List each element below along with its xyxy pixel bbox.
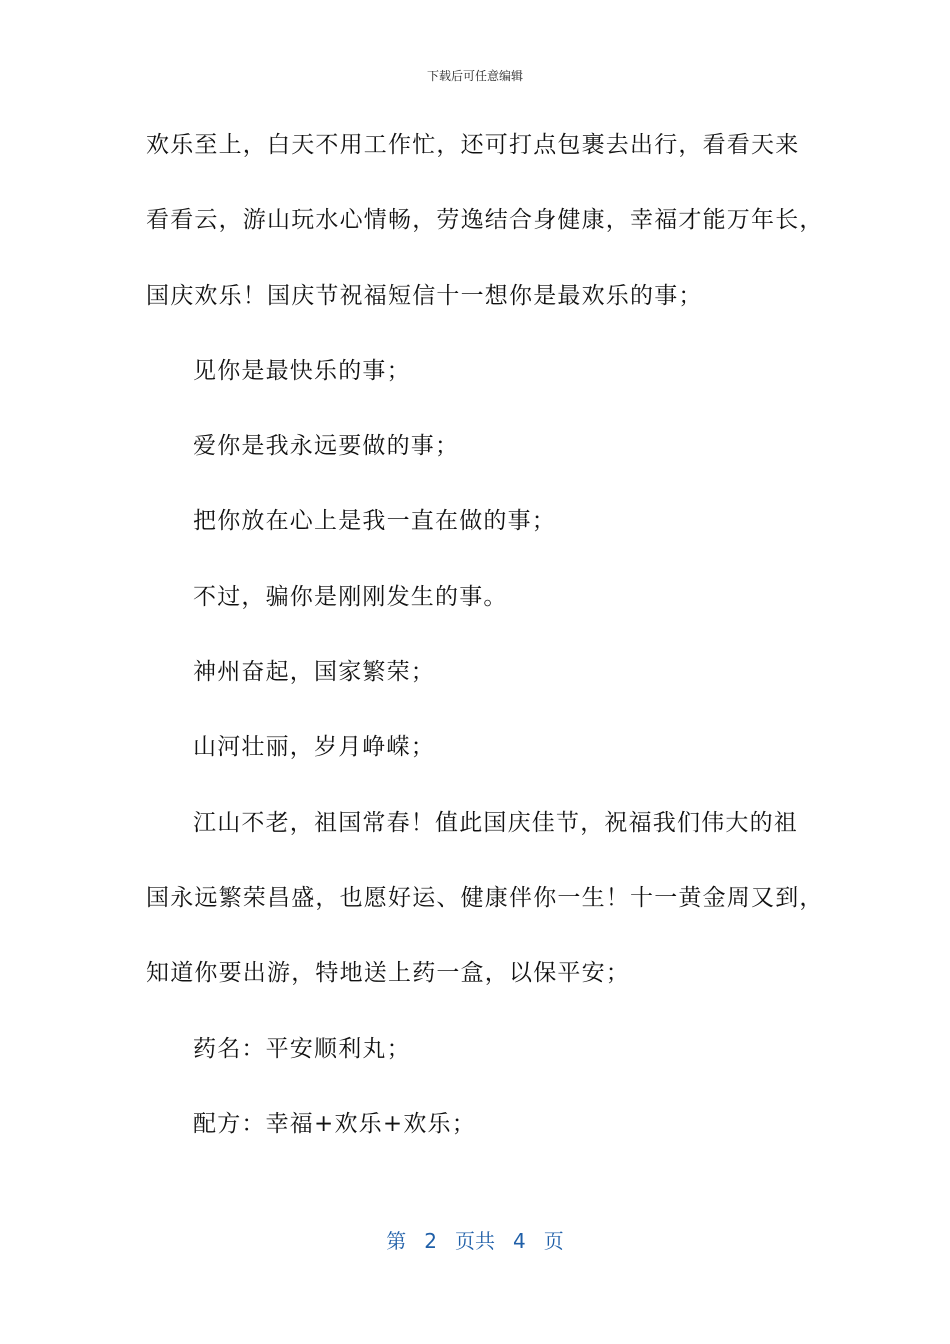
page-number-footer <box>0 1225 950 1254</box>
footer-prefix: 第 <box>386 1229 407 1253</box>
paragraph-line: 见你是最快乐的事； <box>193 357 411 384</box>
paragraph-line: 爱你是我永远要做的事； <box>193 433 460 460</box>
paragraph-line: 江山不老，祖国常春！值此国庆佳节，祝福我们伟大的祖 <box>193 809 798 836</box>
paragraph-line: 不过，骗你是刚刚发生的事。 <box>193 583 508 610</box>
footer-total-pages: 4 <box>513 1229 526 1253</box>
paragraph-line: 把你放在心上是我一直在做的事； <box>193 508 556 535</box>
paragraph-line: 看看云，游山玩水心情畅，劳逸结合身健康，幸福才能万年长， <box>146 207 824 234</box>
paragraph-line: 欢乐至上，白天不用工作忙，还可打点包裹去出行，看看天来 <box>146 132 800 158</box>
header-note: 下载后可任意编辑 <box>426 69 523 83</box>
footer-current-page: 2 <box>424 1229 437 1253</box>
paragraph-line: 山河壮丽，岁月峥嵘； <box>193 734 435 761</box>
body-text <box>146 122 826 1176</box>
paragraph-line: 药名：平安顺利丸； <box>193 1035 411 1062</box>
paragraph-line: 国永远繁荣昌盛，也愿好运、健康伴你一生！十一黄金周又到， <box>146 884 824 911</box>
paragraph-line: 国庆欢乐！国庆节祝福短信十一想你是最欢乐的事； <box>146 282 703 309</box>
paragraph-line: 配方：幸福+欢乐+欢乐； <box>193 1110 476 1137</box>
footer-middle: 页共 <box>455 1229 495 1253</box>
paragraph-line: 神州奋起，国家繁荣； <box>193 659 435 686</box>
footer-suffix: 页 <box>543 1229 564 1253</box>
paragraph-line: 知道你要出游，特地送上药一盒，以保平安； <box>146 960 630 987</box>
